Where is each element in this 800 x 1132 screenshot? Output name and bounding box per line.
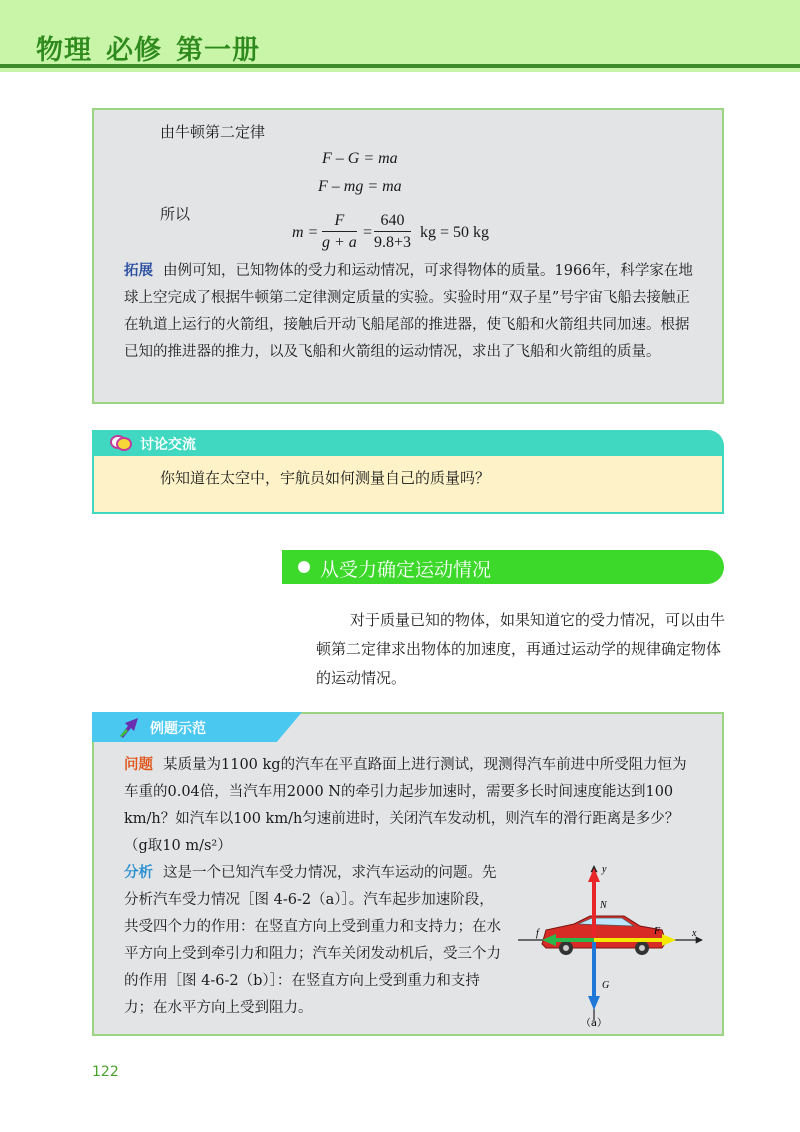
equation-1: F – G = ma: [322, 150, 398, 167]
f-traction-label: F: [654, 926, 661, 937]
equation-2: F – mg = ma: [318, 178, 402, 195]
car-icon: [542, 916, 666, 955]
so-word: 所以: [160, 205, 191, 223]
g-label: G: [602, 980, 610, 991]
discussion-icon: [110, 434, 132, 452]
extend-text: 由例可知，已知物体的受力和运动情况，可求得物体的质量。1966年，科学家在地球上空完成了根据牛顿第二定律测定质量的实验。实验时用“双子星”号宇宙飞船去接触正在轨道上运行的火箭组，接触后开动飞船尾部的推进器，使飞船和火箭组共同加速。根据已知的推进器的推力，以及飞船和火箭组的运动情况，求出了飞船和火箭组的质量。: [124, 263, 693, 360]
gravity-head: [588, 996, 600, 1010]
analysis-tag: 分析: [124, 865, 153, 881]
subject-label: 物理: [36, 35, 92, 66]
page-number: 122: [92, 1064, 119, 1080]
course-label: 必修: [106, 35, 162, 66]
fraction-1: [322, 212, 357, 252]
x-axis-label: x: [692, 928, 697, 939]
y-axis-label: y: [602, 864, 607, 875]
traction-force-head: [662, 934, 676, 946]
fraction-1-denominator: g + a: [322, 234, 357, 251]
problem-tag: 问题: [124, 757, 153, 773]
section-intro: [316, 606, 730, 693]
fraction-2: [374, 212, 411, 252]
fraction-2-denominator: 9.8+3: [374, 234, 412, 251]
analysis-text: 这是一个已知汽车受力情况，求汽车运动的问题。先分析汽车受力情况［图 4-6-2（a）］。汽车起步加速阶段，共受四个力的作用：在竖直方向上受到重力和支持力；在水平方向上受到牵引力和阻力；汽车关闭发动机后，受三个力的作用［图 4-6-2（b）］：在竖直方向上受到重力和支持力；在水平方向上受到阻力。: [124, 865, 501, 1016]
extend-tag: 拓展: [124, 263, 153, 279]
problem-text: 某质量为1100 kg的汽车在平直路面上进行测试，现测得汽车前进中所受阻力恒为车重的0.04倍，当汽车用2000 N的牵引力起步加速时，需要多长时间速度能达到100 km/h？如汽车以100 km/h匀速前进时，关闭汽车发动机，则汽车的滑行距离是多少？（g取10 m/s²）: [124, 757, 687, 854]
extend-paragraph: [124, 258, 696, 366]
discussion-question: 你知道在太空中，宇航员如何测量自己的质量吗？: [160, 469, 491, 487]
solution-intro: 由牛顿第二定律: [160, 123, 266, 141]
figure-caption: （a）: [580, 1018, 608, 1029]
f-friction-label: f: [536, 928, 539, 939]
section-bullet-icon: [298, 561, 310, 573]
section-title: 从受力确定运动情况: [320, 559, 492, 581]
equals-sign: =: [363, 224, 373, 241]
n-label: N: [600, 900, 607, 911]
fraction-2-numerator: 640: [374, 212, 411, 232]
discussion-label: 讨论交流: [140, 437, 196, 453]
frac-result: kg = 50 kg: [420, 224, 490, 241]
analysis-paragraph: [124, 860, 508, 1022]
problem-paragraph: [124, 752, 698, 860]
normal-force-head: [588, 868, 600, 882]
force-diagram: [516, 860, 712, 1030]
arrow-icon: [118, 716, 144, 738]
book-title: [36, 28, 274, 67]
volume-label: 第一册: [176, 35, 260, 66]
frac-lhs: m =: [292, 224, 319, 241]
section-intro-text: 对于质量已知的物体，如果知道它的受力情况，可以由牛顿第二定律求出物体的加速度，再通过运动学的规律确定物体的运动情况。: [316, 611, 726, 687]
fraction-1-numerator: F: [322, 212, 357, 232]
example-label: 例题示范: [150, 721, 206, 737]
